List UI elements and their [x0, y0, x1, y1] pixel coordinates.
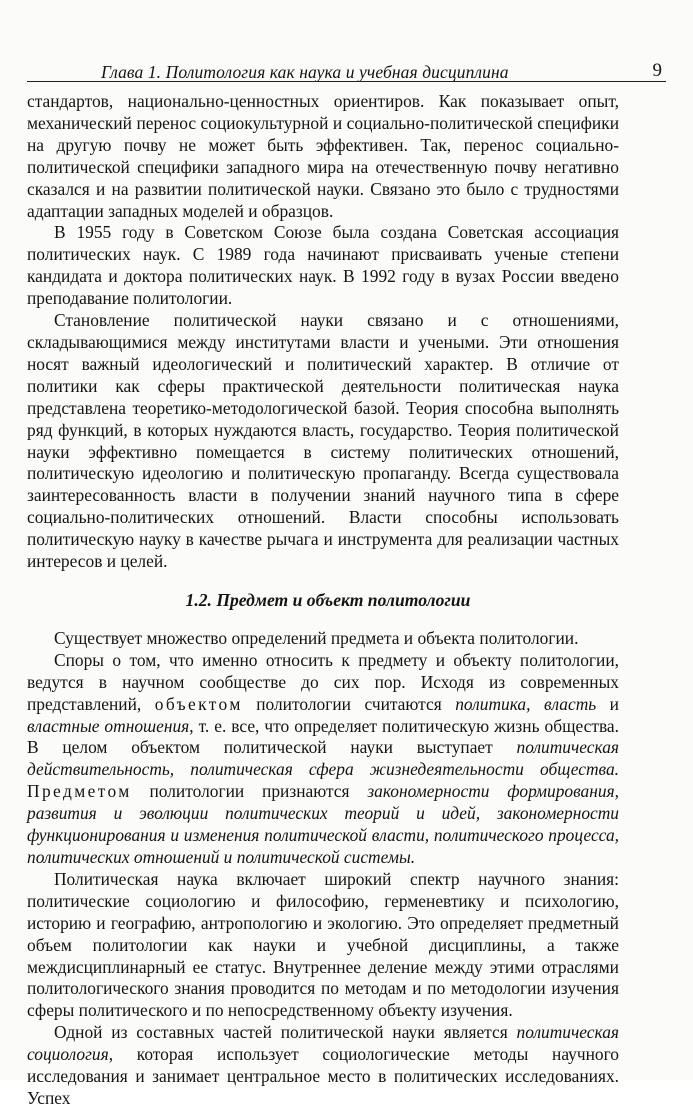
text-run: , которая использует социологические методы научного исследования и занимает центральное место в политических исследованиях. Успех: [27, 1044, 619, 1108]
chapter-title: Глава 1. Политология как наука и учебная дисциплина: [101, 62, 509, 82]
text-run: Споры о том, что именно относить к предмету и объекту политологии, ведутся в научном сообществе до сих пор. Исходя из современных представлений,: [27, 649, 619, 714]
paragraph-2: В 1955 году в Советском Союзе была создана Советская ассоциация политических наук. С 1989 года начинают присваивать ученые степени кандидата и доктора политических наук. В 1992 году в вузах России введено преподавание политологии.: [27, 222, 619, 309]
spaced-term-subject: Предметом: [27, 781, 132, 802]
italic-term: властные отношения: [27, 715, 190, 736]
paragraph-6: Политическая наука включает широкий спектр научного знания: политические социологию и философию, герменевтику и психологию, историю и географию, антропологию и экологию. Это определяет предметный объем политологии как науки и учебной дисциплины, а также междисциплинарный ее статус. Внутреннее деление между этими отраслями политологического знания проводится по методам и по методологии изучения сферы политического и по непосредственному объекту изучения.: [27, 868, 619, 1021]
italic-term: политика, власть: [455, 693, 597, 714]
paragraph-5: [27, 650, 619, 869]
spaced-term-object: объектом: [154, 693, 243, 714]
text-run: политологии считаются: [242, 693, 456, 714]
running-header: [27, 60, 666, 82]
paragraph-3: Становление политической науки связано и с отношениями, складывающимися между институтами власти и учеными. Эти отношения носят важный идеологический и политический характер. В отличие от политики как сферы практической деятельности политическая наука представлена теоретико-методологической базой. Теория способна выполнять ряд функций, в которых нуждаются власть, государство. Теория политической науки эффективно помещается в систему политических отношений, политическую идеологию и политическую пропаганду. Всегда существовала заинтересованность власти в получении знаний научного типа в сфере социально-политических отношений. Власти способны использовать политическую науку в качестве рычага и инструмента для реализации частных интересов и целей.: [27, 310, 619, 572]
paragraph-7: [27, 1022, 619, 1110]
italic-term: политическая социология: [27, 1022, 619, 1065]
text-run: , т. е. все, что определяет политическую жизнь общества. В целом объектом политической науки выступает: [27, 715, 619, 758]
page-number: 9: [652, 60, 662, 81]
italic-term: закономерности формирования, развития и эволюции политических теорий и идей, закономерности функционирования и изменения политической власти, политического процесса, политических отношений и политической системы.: [27, 781, 619, 867]
paragraph-4: Существует множество определений предмета и объекта политологии.: [54, 627, 579, 648]
text-run: Одной из составных частей политической науки является: [54, 1022, 517, 1043]
header-rule: [27, 81, 666, 82]
paragraph-1: стандартов, национально-ценностных ориентиров. Как показывает опыт, механический перенос социокультурной и социально-политической специфики на другую почву не может быть эффективен. Так, перенос социально-политической специфики западного мира на отечественную почву негативно сказался и на развитии политической науки. Связано это было с трудностями адаптации западных моделей и образцов.: [27, 91, 619, 221]
text-run: и: [596, 693, 619, 714]
page-body: [27, 91, 619, 1110]
italic-term: политическая действительность, политическая сфера жизнедеятельности общества.: [27, 737, 619, 780]
section-heading: 1.2. Предмет и объект политологии: [185, 589, 471, 610]
text-run: политологии признаются: [131, 781, 368, 802]
